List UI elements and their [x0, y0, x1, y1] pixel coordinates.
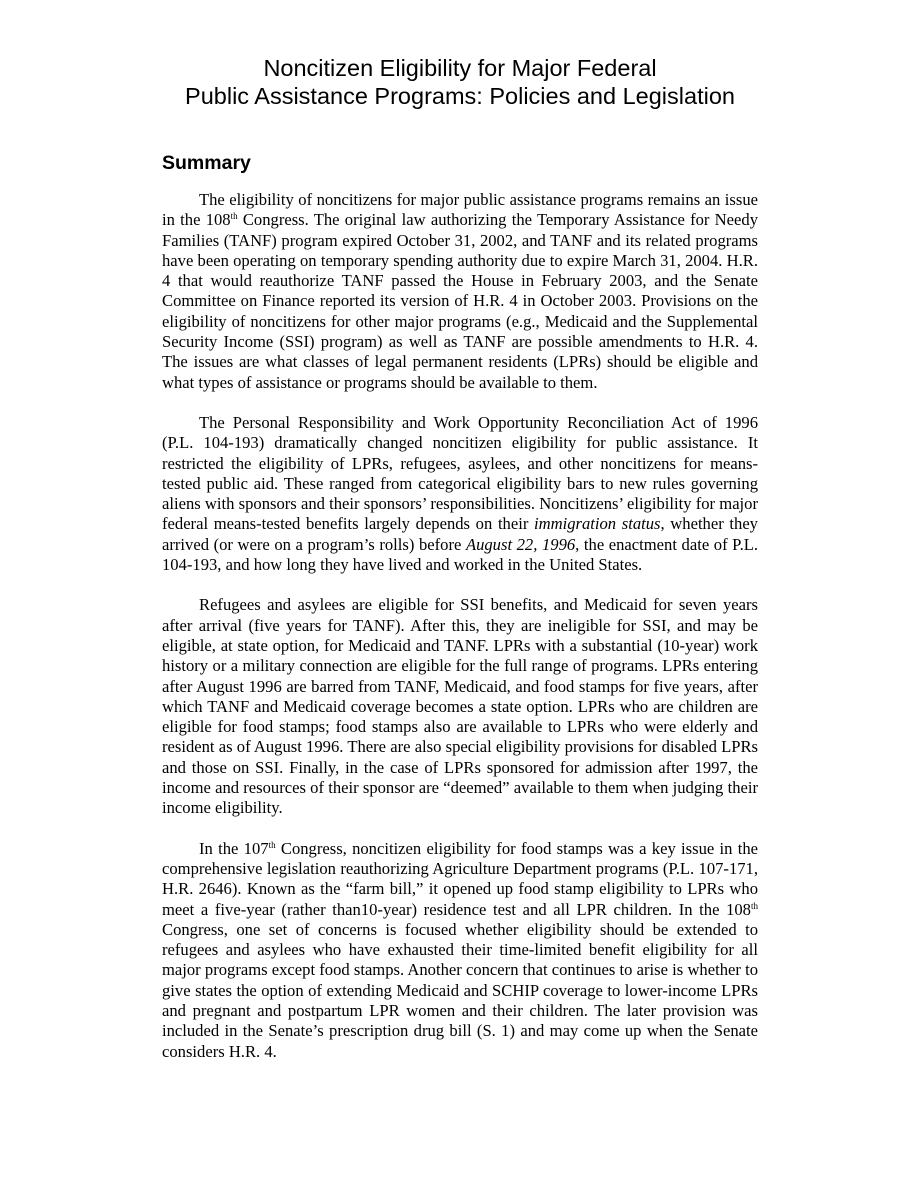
p2-emphasis-date: August 22, 1996 — [465, 534, 576, 554]
p4-superscript-1: th — [268, 839, 276, 850]
p3-text: Refugees and asylees are eligible for SSI benefits, and Medicaid for seven years after arrival (five years for TANF). After this, they are ineligible for SSI, and may be eligible, at state option, for Medicaid and TANF. LPRs with a substantial (10-year) work history or a military connection are eligible for the full range of programs. LPRs entering after August 1996 are barred from TANF, Medicaid, and food stamps for five years, after which TANF and Medicaid coverage becomes a state option. LPRs who are children are eligible for food stamps; food stamps also are available to LPRs who were elderly and resident as of August 1996. There are also special eligibility provisions for disabled LPRs and those on SSI. Finally, in the case of LPRs sponsored for admission after 1997, the income and resources of their sponsor are “deemed” available to them when judging their income eligibility. — [162, 595, 758, 818]
summary-paragraph-1 — [162, 190, 758, 393]
p4-text-b: Congress, noncitizen eligibility for food stamps was a key issue in the comprehensive legislation reauthorizing Agriculture Department programs (P.L. 107-171, H.R. 2646). Known as the “farm bill,” it opened up food stamp eligibility to LPRs who meet a five-year (rather than10-year) residence test and all LPR children. In the 108 — [162, 838, 758, 919]
summary-paragraph-4 — [162, 839, 758, 1062]
document-page — [162, 54, 758, 1062]
p2-text-b: , whether they arrived (or were on a program’s rolls) before — [162, 514, 758, 554]
p4-superscript-2: th — [750, 900, 758, 911]
p1-text-b: Congress. The original law authorizing the Temporary Assistance for Needy Families (TANF) program expired October 31, 2002, and TANF and its related programs have been operating on temporary spending authority due to expire March 31, 2004. H.R. 4 that would reauthorize TANF passed the House in February 2003, and the Senate Committee on Finance reported its version of H.R. 4 in October 2003. Provisions on the eligibility of noncitizens for other major programs (e.g., Medicaid and the Supplemental Security Income (SSI) program) as well as TANF are possible amendments to H.R. 4. The issues are what classes of legal permanent residents (LPRs) should be eligible and what types of assistance or programs should be available to them. — [162, 210, 758, 392]
summary-paragraph-3 — [162, 595, 758, 818]
title-line-2: Public Assistance Programs: Policies and Legislation — [185, 83, 735, 109]
document-title — [162, 54, 758, 110]
p4-text-c: Congress, one set of concerns is focused whether eligibility should be extended to refugees and asylees who have exhausted their time-limited benefit eligibility for all major programs except food stamps. Another concern that continues to arise is whether to give states the option of extending Medicaid and SCHIP coverage to lower-income LPRs and pregnant and postpartum LPR women and their children. The later provision was included in the Senate’s prescription drug bill (S. 1) and may come up when the Senate considers H.R. 4. — [162, 919, 758, 1061]
p2-text-c: , the enactment date of P.L. 104-193, and how long they have lived and worked in the United States. — [162, 534, 759, 575]
p2-text-a: The Personal Responsibility and Work Opportunity Reconciliation Act of 1996 (P.L. 104-193) dramatically changed noncitizen eligibility for public assistance. It restricted the eligibility of LPRs, refugees, asylees, and other noncitizens for means-tested public aid. These ranged from categorical eligibility bars to new rules governing aliens with sponsors and their sponsors’ responsibilities. Noncitizens’ eligibility for major federal means-tested benefits largely depends on their — [162, 412, 758, 534]
p1-superscript: th — [230, 211, 238, 222]
p4-text-a: In the 107 — [199, 838, 269, 858]
p1-text-a: The eligibility of noncitizens for major public assistance programs remains an issue in the 108 — [162, 190, 758, 230]
summary-paragraph-2 — [162, 413, 758, 575]
title-line-1: Noncitizen Eligibility for Major Federal — [263, 55, 657, 81]
section-heading-summary: Summary — [162, 152, 251, 174]
p2-emphasis-immigration-status: immigration status — [534, 514, 661, 534]
